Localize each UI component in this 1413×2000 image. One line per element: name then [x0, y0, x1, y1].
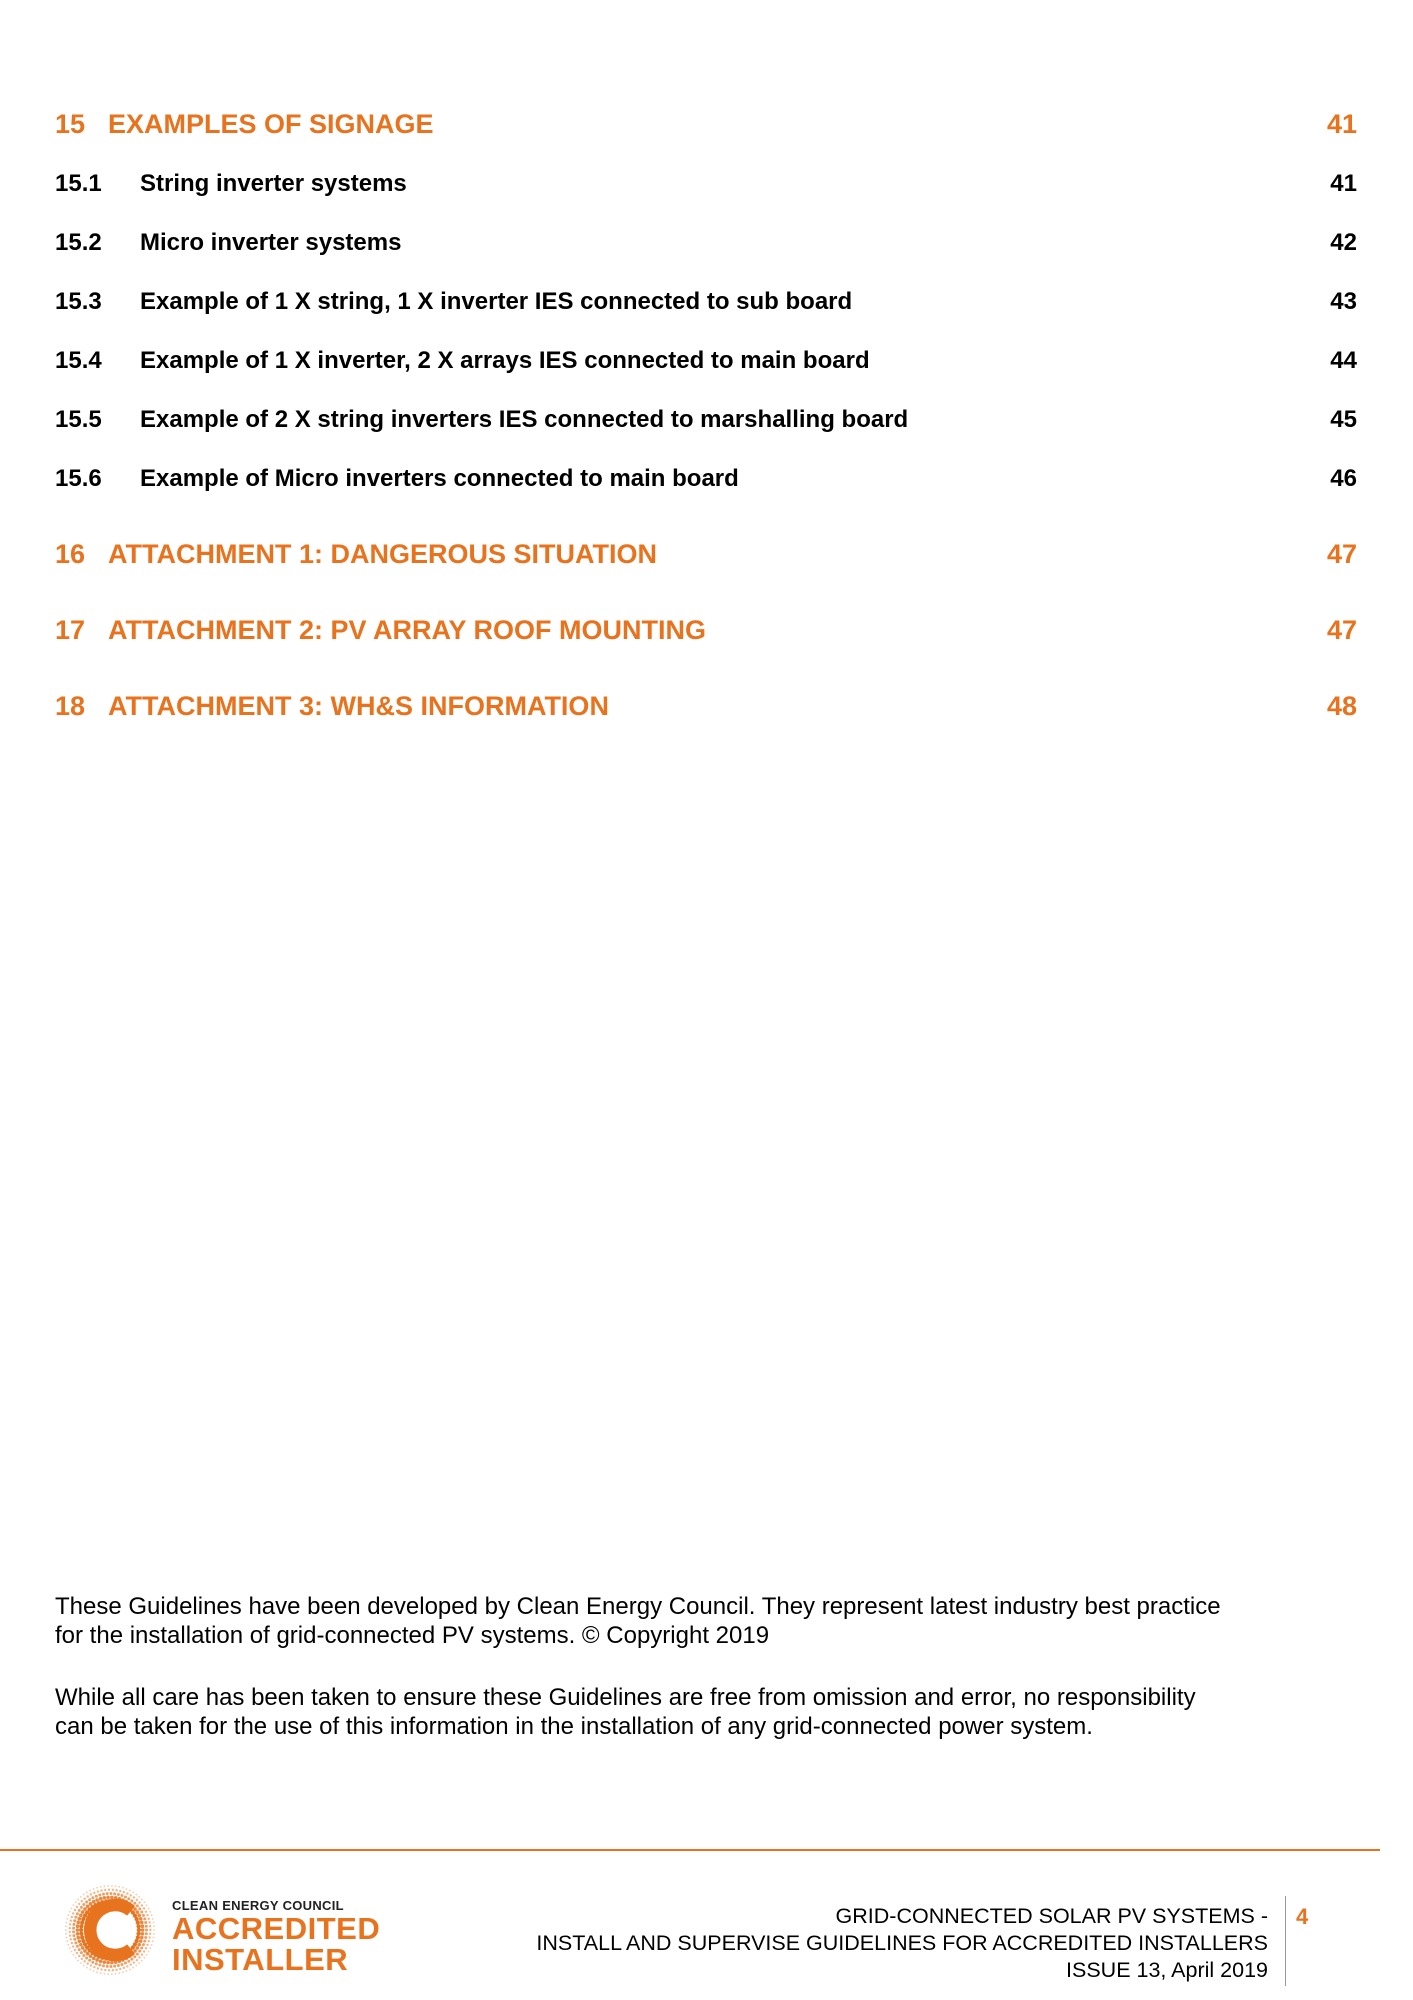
- toc-title: String inverter systems: [140, 170, 407, 197]
- toc-title: Example of 1 X inverter, 2 X arrays IES connected to main board: [140, 347, 870, 374]
- toc-number: 15: [55, 108, 86, 139]
- toc-number: 15.4: [55, 347, 102, 374]
- toc-entry-15-4[interactable]: [55, 341, 1357, 381]
- toc-entry-17[interactable]: [55, 610, 1357, 650]
- toc-entry-15[interactable]: [55, 104, 1357, 144]
- disclaimer-paragraph-2: [55, 1683, 1355, 1741]
- toc-entry-16[interactable]: [55, 534, 1357, 574]
- disclaimer-line: While all care has been taken to ensure these Guidelines are free from omission and error, no responsibility: [55, 1684, 1196, 1711]
- toc-page: 47: [1326, 538, 1357, 569]
- footer-line-3: ISSUE 13, April 2019: [1066, 1958, 1268, 1982]
- toc-number: 15.3: [55, 288, 102, 315]
- toc-title: ATTACHMENT 2: PV ARRAY ROOF MOUNTING: [108, 614, 707, 645]
- footer-vertical-divider: [1285, 1896, 1286, 1986]
- disclaimer-line: for the installation of grid-connected PV systems. © Copyright 2019: [55, 1622, 770, 1649]
- toc-title: EXAMPLES OF SIGNAGE: [108, 108, 434, 139]
- disclaimer-line: These Guidelines have been developed by Clean Energy Council. They represent latest industry best practice: [55, 1593, 1221, 1620]
- toc-entry-15-3[interactable]: [55, 282, 1357, 322]
- toc-page: 41: [1326, 108, 1357, 139]
- logo-wordmark: [172, 1898, 380, 1975]
- footer-divider-line: [0, 1849, 1380, 1851]
- toc-number: 16: [55, 538, 86, 569]
- footer-line-1: GRID-CONNECTED SOLAR PV SYSTEMS -: [835, 1904, 1268, 1928]
- toc-page: 43: [1330, 288, 1357, 315]
- toc-title: Micro inverter systems: [140, 229, 402, 256]
- toc-title: ATTACHMENT 3: WH&S INFORMATION: [108, 690, 609, 721]
- toc-number: 15.5: [55, 406, 102, 433]
- toc-number: 17: [55, 614, 86, 645]
- logo-c-ring-icon: [62, 1880, 158, 1980]
- accredited-installer-logo: [62, 1880, 402, 1980]
- toc-entry-15-1[interactable]: [55, 164, 1357, 204]
- footer-document-title: [536, 1903, 1268, 1984]
- toc-title: Example of 1 X string, 1 X inverter IES connected to sub board: [140, 288, 853, 315]
- toc-title: Example of Micro inverters connected to main board: [140, 465, 739, 492]
- toc-page: 46: [1330, 465, 1357, 492]
- page-number: 4: [1296, 1904, 1309, 1929]
- toc-entry-15-6[interactable]: [55, 459, 1357, 499]
- logo-line-1: ACCREDITED: [172, 1911, 381, 1946]
- toc-number: 18: [55, 690, 86, 721]
- footer-line-2: INSTALL AND SUPERVISE GUIDELINES FOR ACCREDITED INSTALLERS: [536, 1931, 1268, 1955]
- toc-title: ATTACHMENT 1: DANGEROUS SITUATION: [108, 538, 657, 569]
- toc-page: 47: [1326, 614, 1357, 645]
- logo-line-2: INSTALLER: [172, 1942, 349, 1977]
- toc-page: 41: [1330, 170, 1357, 197]
- toc-entry-15-2[interactable]: [55, 223, 1357, 263]
- toc-entry-18[interactable]: [55, 686, 1357, 726]
- toc-page: 45: [1330, 406, 1357, 433]
- toc-page: 44: [1330, 347, 1357, 374]
- disclaimer-line: can be taken for the use of this information in the installation of any grid-connected power system.: [55, 1713, 1093, 1740]
- toc-entry-15-5[interactable]: [55, 400, 1357, 440]
- toc-title: Example of 2 X string inverters IES connected to marshalling board: [140, 406, 909, 433]
- disclaimer-paragraph-1: [55, 1592, 1355, 1650]
- toc-page: 42: [1330, 229, 1357, 256]
- toc-number: 15.2: [55, 229, 102, 256]
- toc-number: 15.6: [55, 465, 102, 492]
- toc-number: 15.1: [55, 170, 102, 197]
- toc-page: 48: [1326, 690, 1357, 721]
- logo-top-text: CLEAN ENERGY COUNCIL: [172, 1898, 344, 1913]
